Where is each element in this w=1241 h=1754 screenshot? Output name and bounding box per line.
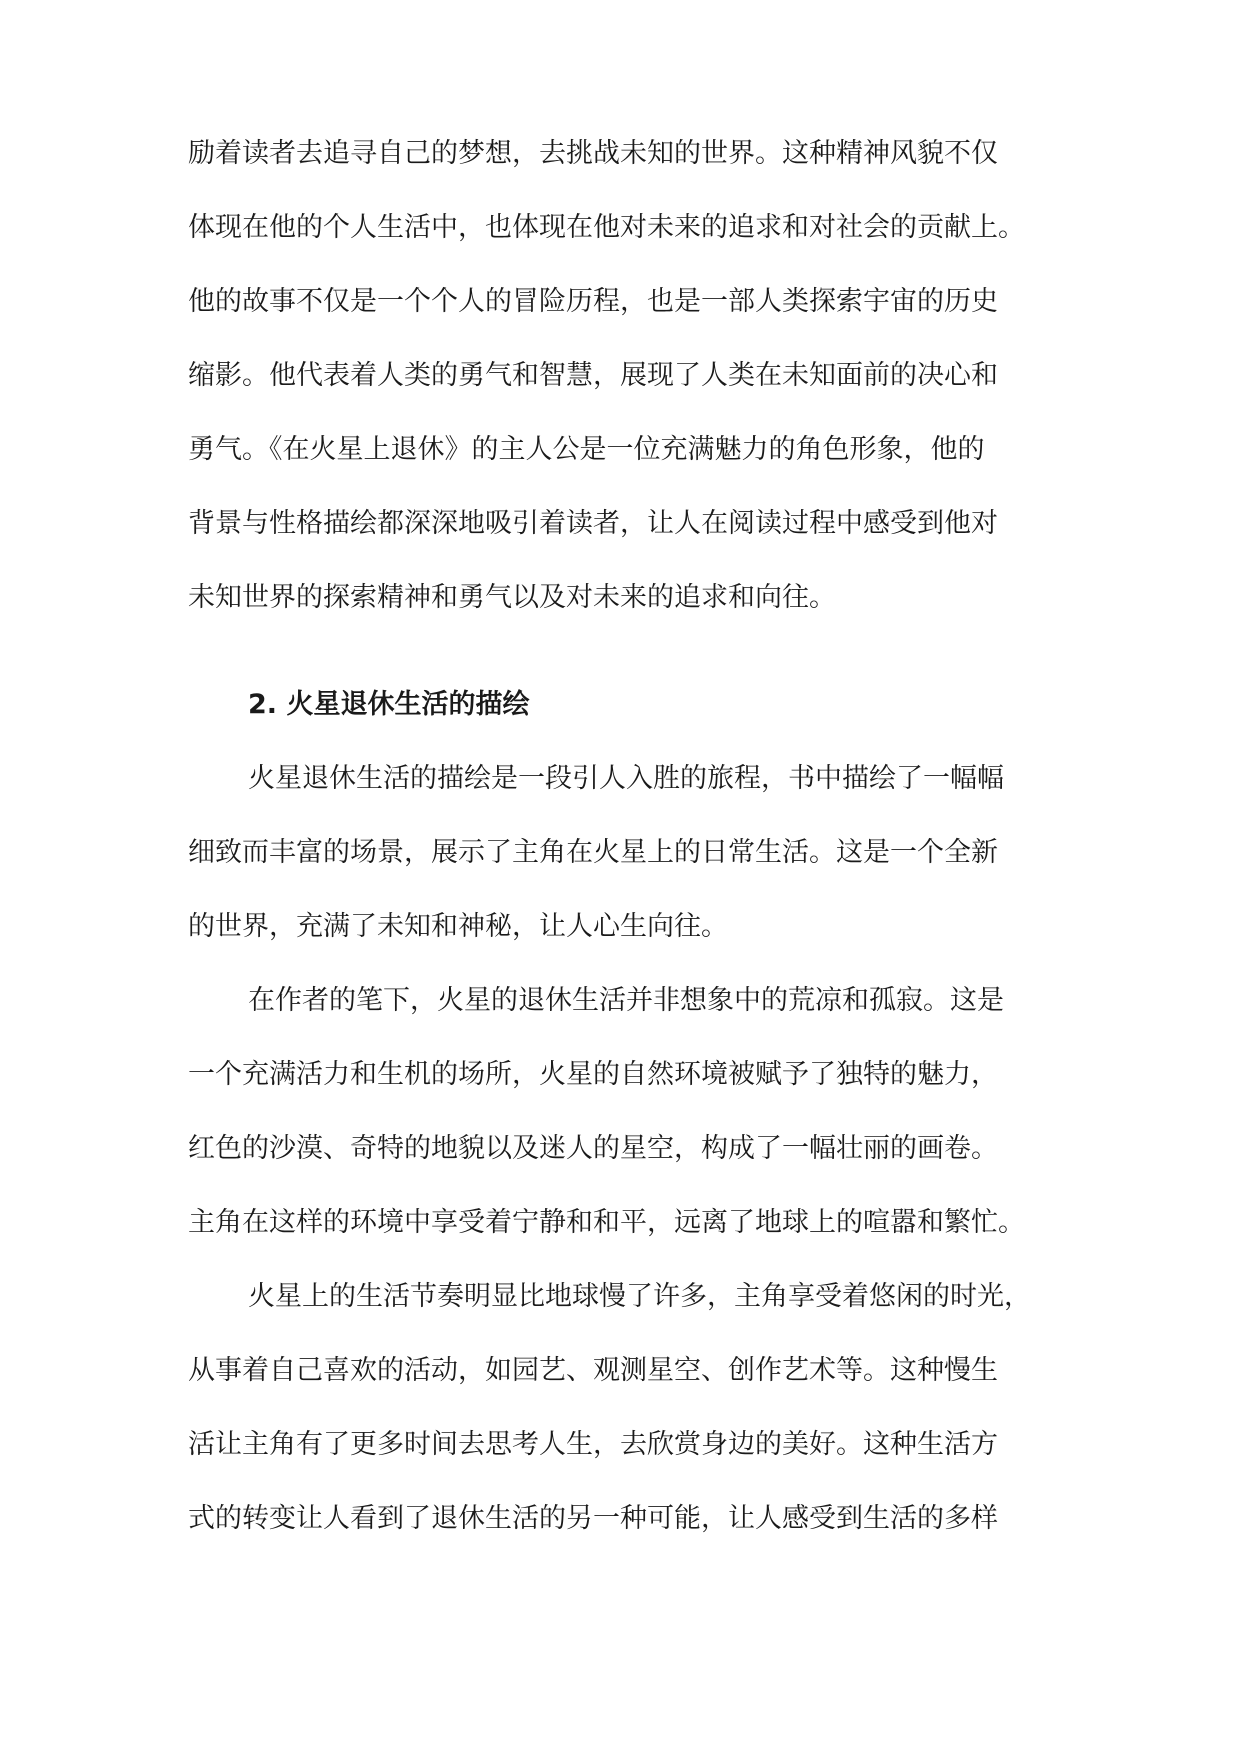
text-line: 在作者的笔下，火星的退休生活并非想象中的荒凉和孤寂。这是 — [248, 985, 1004, 1016]
text-line: 未知世界的探索精神和勇气以及对未来的追求和向往。 — [188, 582, 836, 613]
text-line: 勇气。《在火星上退休》的主人公是一位充满魅力的角色形象，他的 — [188, 434, 985, 465]
text-line: 红色的沙漠、奇特的地貌以及迷人的星空，构成了一幅壮丽的画卷。 — [188, 1133, 998, 1164]
section-heading: 2. 火星退休生活的描绘 — [248, 689, 530, 720]
text-line: 背景与性格描绘都深深地吸引着读者，让人在阅读过程中感受到他对 — [188, 508, 998, 539]
text-line: 从事着自己喜欢的活动，如园艺、观测星空、创作艺术等。这种慢生 — [188, 1355, 998, 1386]
text-line: 体现在他的个人生活中，也体现在他对未来的追求和对社会的贡献上。 — [188, 212, 1025, 243]
text-line: 火星退休生活的描绘是一段引人入胜的旅程，书中描绘了一幅幅 — [248, 763, 1004, 794]
text-line: 细致而丰富的场景，展示了主角在火星上的日常生活。这是一个全新 — [188, 837, 998, 868]
text-line: 缩影。他代表着人类的勇气和智慧，展现了人类在未知面前的决心和 — [188, 360, 998, 391]
text-line: 他的故事不仅是一个个人的冒险历程，也是一部人类探索宇宙的历史 — [188, 286, 998, 317]
text-line: 一个充满活力和生机的场所，火星的自然环境被赋予了独特的魅力， — [188, 1059, 998, 1090]
text-line: 火星上的生活节奏明显比地球慢了许多，主角享受着悠闲的时光， — [248, 1281, 1031, 1312]
text-line: 励着读者去追寻自己的梦想，去挑战未知的世界。这种精神风貌不仅 — [188, 138, 998, 169]
text-line: 的世界，充满了未知和神秘，让人心生向往。 — [188, 911, 728, 942]
text-line: 主角在这样的环境中享受着宁静和和平，远离了地球上的喧嚣和繁忙。 — [188, 1207, 1025, 1238]
text-line: 活让主角有了更多时间去思考人生，去欣赏身边的美好。这种生活方 — [188, 1429, 998, 1460]
text-line: 式的转变让人看到了退休生活的另一种可能，让人感受到生活的多样 — [188, 1503, 998, 1534]
